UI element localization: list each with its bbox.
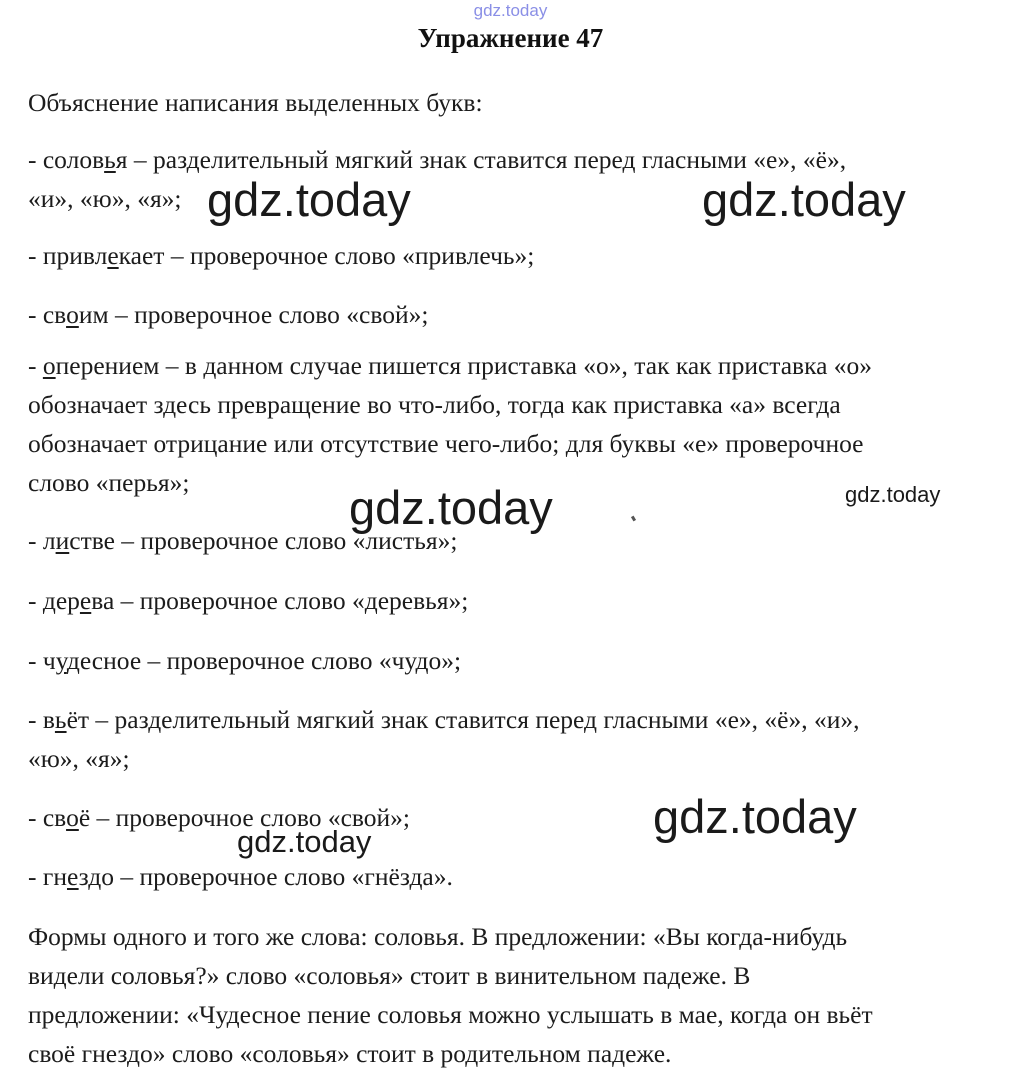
highlighted-letter: ь [54, 705, 67, 734]
highlighted-letter: о [66, 803, 79, 832]
highlighted-letter: ь [104, 145, 116, 174]
conclusion-line: своё гнездо» слово «соловья» стоит в родительном падеже. [28, 1039, 672, 1068]
explanation-item-cont: «и», «ю», «я»; [28, 184, 182, 213]
watermark: gdz.today [237, 824, 372, 859]
watermark-top: gdz.today [473, 1, 548, 20]
highlighted-letter: о [42, 351, 56, 380]
highlighted-letter: е [66, 862, 79, 891]
explanation-item: - чудесное – проверочное слово «чудо»; [28, 646, 462, 675]
explanation-item-cont: обозначает отрицание или отсутствие чего-либо; для буквы «е» проверочное [28, 429, 864, 458]
explanation-item: - листве – проверочное слово «листья»; [28, 526, 458, 555]
explanation-item-cont: «ю», «я»; [28, 744, 130, 773]
watermark: gdz.today [702, 173, 906, 226]
intro-text: Объяснение написания выделенных букв: [28, 88, 483, 117]
explanation-item: - дерева – проверочное слово «деревья»; [28, 586, 469, 615]
explanation-item: - привлекает – проверочное слово «привлечь»; [28, 241, 535, 270]
highlighted-letter: е [79, 586, 92, 615]
explanation-item-cont: слово «перья»; [28, 468, 190, 497]
explanation-item: - своё – проверочное слово «свой»; [28, 803, 411, 832]
watermark: gdz.today [349, 481, 553, 534]
explanation-item: - оперением – в данном случае пишется приставка «о», так как приставка «о» [28, 351, 873, 380]
highlighted-letter: о [66, 300, 79, 329]
explanation-item: - соловья – разделительный мягкий знак ставится перед гласными «е», «ё», [28, 145, 847, 174]
watermark: gdz.today [653, 790, 857, 843]
explanation-item: - гнездо – проверочное слово «гнёзда». [28, 862, 453, 891]
watermark: gdz.today [207, 173, 411, 226]
highlighted-letter: у [55, 646, 67, 675]
page-title: Упражнение 47 [417, 23, 604, 53]
watermark: gdz.today [845, 482, 941, 507]
conclusion-line: Формы одного и того же слова: соловья. В предложении: «Вы когда-нибудь [28, 922, 848, 951]
explanation-item: - своим – проверочное слово «свой»; [28, 300, 429, 329]
explanation-item-cont: обозначает здесь превращение во что-либо, тогда как приставка «а» всегда [28, 390, 841, 419]
conclusion-line: предложении: «Чудесное пение соловья можно услышать в мае, когда он вьёт [28, 1000, 873, 1029]
highlighted-letter: е [107, 241, 119, 270]
conclusion-line: видели соловья?» слово «соловья» стоит в винительном падеже. В [28, 961, 751, 990]
highlighted-letter: и [55, 526, 70, 555]
explanation-item: - вьёт – разделительный мягкий знак ставится перед гласными «е», «ё», «и», [28, 705, 860, 734]
